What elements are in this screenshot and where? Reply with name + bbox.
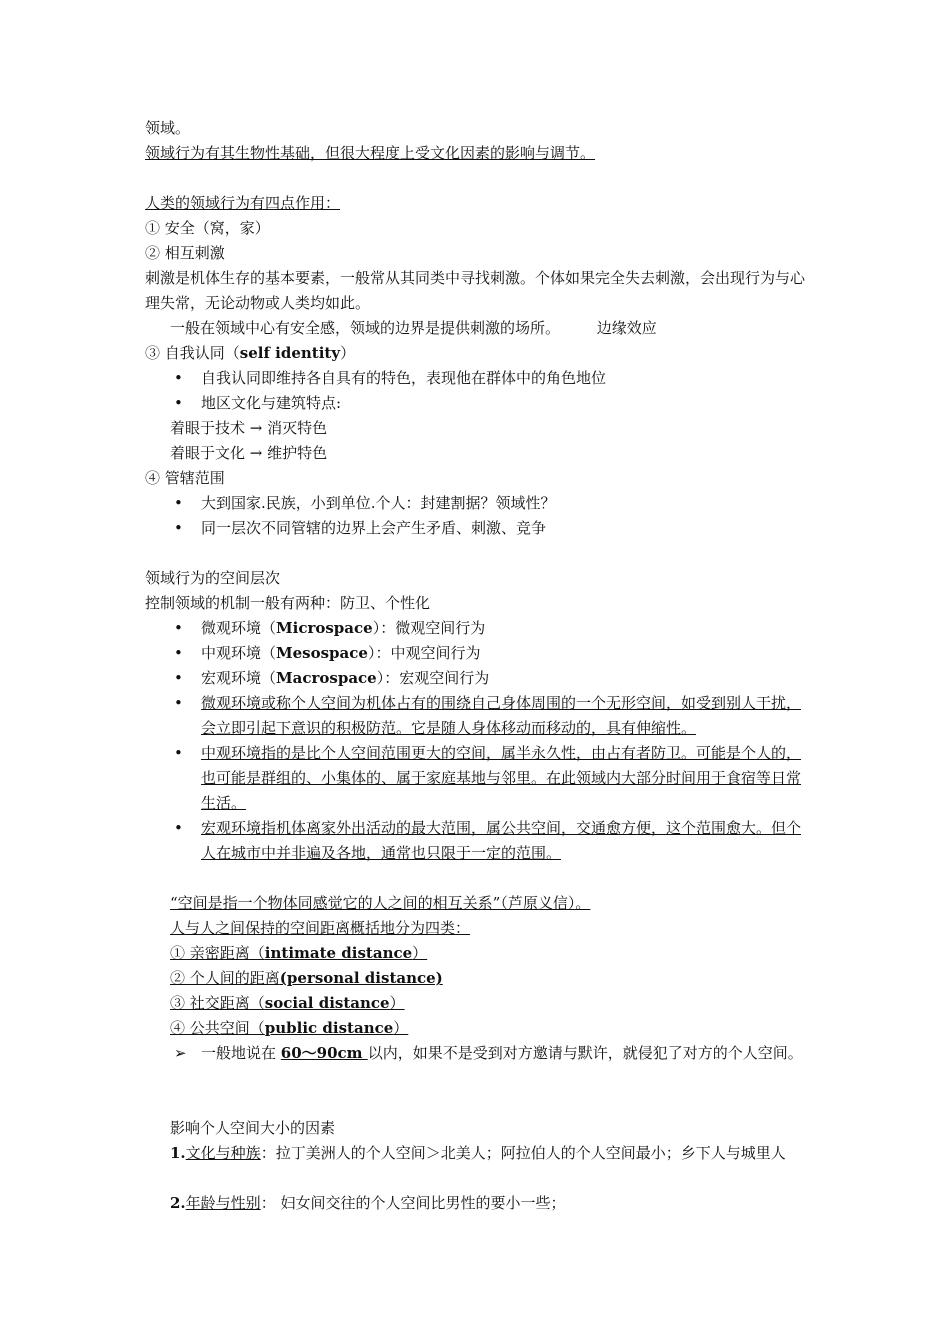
list-item: ② 相互刺激 xyxy=(145,244,225,262)
bullet-icon: • xyxy=(174,619,183,637)
text-span: ② 个人间的距离 xyxy=(170,969,280,987)
text-span: intimate distance xyxy=(264,944,413,962)
text-span: ） xyxy=(412,944,428,962)
bullet-text xyxy=(201,666,811,691)
text-span: ④ 公共空间（ xyxy=(170,1019,265,1037)
text-span: ③ 自我认同（ xyxy=(145,344,240,362)
text-line xyxy=(170,318,657,338)
text-span: ：拉丁美洲人的个人空间＞北美人；阿拉伯人的个人空间最小；乡下人与城里人 xyxy=(260,1144,786,1162)
text-span: ） xyxy=(389,994,405,1012)
section-heading: 领域行为的空间层次 xyxy=(145,569,281,587)
paragraph: 刺激是机体生存的基本要素，一般常从其同类中寻找刺激。个体如果完全失去刺激，会出现行为与心理失常，无论动物或人类均如此。 xyxy=(145,269,806,312)
bullet-icon: • xyxy=(174,519,183,537)
bullet-icon: • xyxy=(174,819,183,837)
bullet-text: 自我认同即维持各自具有的特色，表现他在群体中的角色地位 xyxy=(201,369,607,387)
text-span: ： 妇女间交往的个人空间比男性的要小一些； xyxy=(260,1194,566,1212)
text-span: 文化与种族 xyxy=(185,1144,261,1162)
text-span: 宏观环境（ xyxy=(201,669,277,687)
bullet-text xyxy=(201,1041,811,1066)
section-heading: 人类的领域行为有四点作用： xyxy=(145,194,341,212)
bullet-icon: • xyxy=(174,394,183,412)
text-line: 着眼于技术 → 消灭特色 xyxy=(170,419,328,437)
text-line: 控制领域的机制一般有两种：防卫、个性化 xyxy=(145,594,431,612)
text-span: Microspace xyxy=(276,619,373,637)
list-item: ④ 管辖范围 xyxy=(145,469,225,487)
paragraph xyxy=(170,1141,810,1166)
text-span: ） xyxy=(393,1019,409,1037)
bullet-text: 地区文化与建筑特点: xyxy=(201,394,342,412)
list-item: ① 安全（窝，家） xyxy=(145,219,270,237)
bullet-icon: • xyxy=(174,669,183,687)
list-item xyxy=(170,968,443,988)
text-span: ）：中观空间行为 xyxy=(367,644,481,662)
text-span: public distance xyxy=(264,1019,394,1037)
bullet-icon: • xyxy=(174,644,183,662)
text-span: ） xyxy=(340,344,356,362)
text-span: 60～90cm xyxy=(280,1044,368,1062)
text-span: 2. xyxy=(170,1194,186,1212)
bullet-text xyxy=(201,641,811,666)
text-line: 着眼于文化 → 维护特色 xyxy=(170,444,328,462)
quote-line: “空间是指一个物体同感觉它的人之间的相互关系”（芦原义信）。 xyxy=(170,894,591,912)
text-span: Macrospace xyxy=(276,669,377,687)
text-span: 一般在领域中心有安全感，领域的边界是提供刺激的场所。 xyxy=(170,319,561,337)
text-line: 人与人之间保持的空间距离概括地分为四类： xyxy=(170,919,471,937)
text-span: 1. xyxy=(170,1144,186,1162)
text-span: 以内，如果不是受到对方邀请与默许，就侵犯了对方的个人空间。 xyxy=(367,1044,803,1062)
text-span: social distance xyxy=(264,994,390,1012)
bullet-icon: • xyxy=(174,369,183,387)
text-span: self identity xyxy=(239,344,341,362)
text-span: ③ 社交距离（ xyxy=(170,994,265,1012)
list-item xyxy=(170,943,427,963)
bullet-icon: • xyxy=(174,744,183,762)
bullet-text: 中观环境指的是比个人空间范围更大的空间，属半永久性，由占有者防卫。可能是个人的，也可能是群组的、小集体的、属于家庭基地与邻里。在此领域内大部分时间用于食宿等日常生活。 xyxy=(201,744,802,812)
bullet-text: 宏观环境指机体离家外出活动的最大范围，属公共空间，交通愈方便，这个范围愈大。但个人在城市中并非遍及各地，通常也只限于一定的范围。 xyxy=(201,819,802,862)
bullet-icon: • xyxy=(174,494,183,512)
text-span: (personal distance) xyxy=(279,969,443,987)
bullet-text: 大到国家.民族，小到单位.个人：封建割据？领域性？ xyxy=(201,494,556,512)
text-span: 年龄与性别 xyxy=(185,1194,261,1212)
text-span: Mesospace xyxy=(276,644,368,662)
list-item xyxy=(170,993,405,1013)
text-span: 中观环境（ xyxy=(201,644,277,662)
text-line: 领域。 xyxy=(145,119,191,137)
text-span: ）：宏观空间行为 xyxy=(376,669,490,687)
bullet-text xyxy=(201,616,811,641)
text-span: ）：微观空间行为 xyxy=(372,619,486,637)
bullet-text: 微观环境或称个人空间为机体占有的围绕自己身体周围的一个无形空间，如受到别人干扰，会立即引起下意识的积极防范。它是随人身体移动而移动的，具有伸缩性。 xyxy=(201,694,802,737)
bullet-text: 同一层次不同管辖的边界上会产生矛盾、刺激、竞争 xyxy=(201,519,547,537)
paragraph xyxy=(170,1193,565,1213)
text-span: 边缘效应 xyxy=(596,319,657,337)
section-heading: 影响个人空间大小的因素 xyxy=(170,1119,336,1137)
text-span: ① 亲密距离（ xyxy=(170,944,265,962)
text-span: 一般地说在 xyxy=(201,1044,281,1062)
list-item xyxy=(170,1018,408,1038)
bullet-icon: • xyxy=(174,694,183,712)
text-span: 微观环境（ xyxy=(201,619,277,637)
text-line: 领域行为有其生物性基础，但很大程度上受文化因素的影响与调节。 xyxy=(145,144,596,162)
list-item xyxy=(145,343,355,363)
arrow-bullet-icon: ➢ xyxy=(174,1044,187,1062)
